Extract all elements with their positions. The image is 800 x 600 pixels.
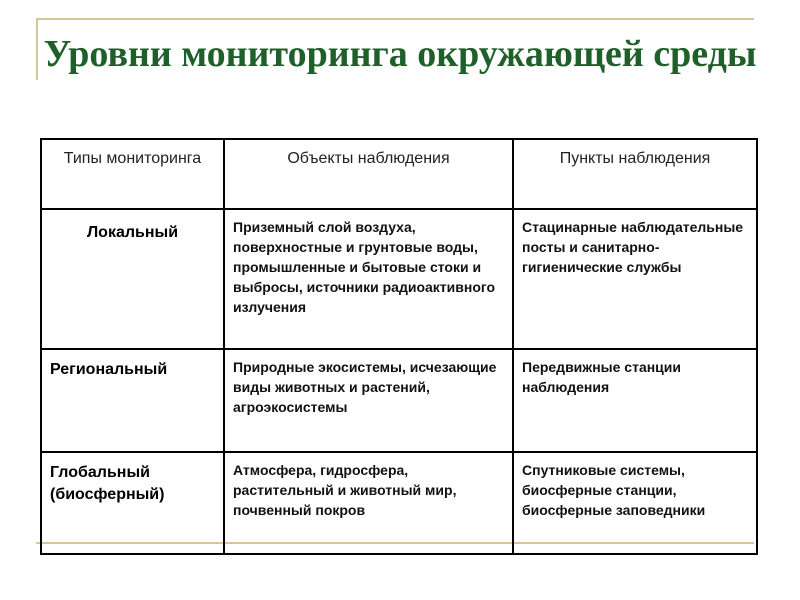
- table-header-row: [41, 139, 757, 209]
- table-row: [41, 349, 757, 452]
- header-observation-objects: Объекты наблюдения: [224, 139, 513, 209]
- row-objects-regional: Природные экосистемы, исчезающие виды животных и растений, агроэкосистемы: [224, 349, 513, 452]
- header-observation-points: Пункты наблюдения: [513, 139, 757, 209]
- row-objects-global: Атмосфера, гидросфера, растительный и животный мир, почвенный покров: [224, 452, 513, 554]
- slide-title: Уровни мониторинга окружающей среды: [43, 33, 757, 75]
- row-type-regional: Региональный: [41, 349, 224, 452]
- decorative-top-line: [36, 18, 754, 20]
- decorative-left-line: [36, 18, 38, 80]
- row-points-regional: Передвижные станции наблюдения: [513, 349, 757, 452]
- header-monitoring-types: Типы мониторинга: [41, 139, 224, 209]
- row-points-global: Спутниковые системы, биосферные станции, биосферные заповедники: [513, 452, 757, 554]
- row-points-local: Стацинарные наблюдательные посты и санитарно-гигиенические службы: [513, 209, 757, 349]
- row-type-local: Локальный: [41, 209, 224, 349]
- table-row: [41, 209, 757, 349]
- row-type-global: Глобальный (биосферный): [41, 452, 224, 554]
- table-row: [41, 452, 757, 554]
- monitoring-levels-table: [40, 138, 758, 555]
- row-objects-local: Приземный слой воздуха, поверхностные и грунтовые воды, промышленные и бытовые стоки и выбросы, источники радиоактивного излучения: [224, 209, 513, 349]
